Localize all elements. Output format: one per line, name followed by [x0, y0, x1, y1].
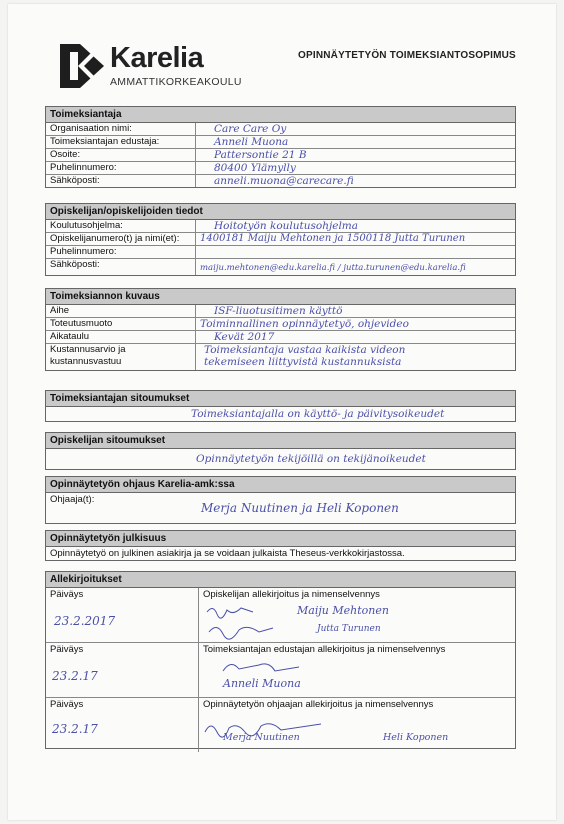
field-label: Kustannusarvio ja kustannusvastuu [46, 344, 196, 370]
signature-row [46, 588, 515, 643]
signature-row [46, 698, 515, 752]
karelia-k-icon [60, 44, 104, 88]
form-row [46, 233, 515, 246]
field-label: Aikataulu [46, 331, 196, 343]
signature-label: Toimeksiantajan edustajan allekirjoitus ja nimenselvennys [203, 644, 446, 655]
karelia-logo [60, 42, 260, 96]
form-row [46, 331, 515, 344]
field-label: Opiskelijanumero(t) ja nimi(et): [46, 233, 196, 245]
section-heading: Toimeksiannon kuvaus [46, 289, 515, 305]
field-value-line-1: Toimeksiantaja vastaa kaikista videon [204, 344, 406, 356]
section-kuvaus [45, 288, 516, 371]
signature-label: Opinnäytetyön ohjaajan allekirjoitus ja nimenselvennys [203, 699, 434, 710]
form-row [46, 162, 515, 175]
section-toimeksiantajan-sitoumukset [45, 390, 516, 422]
field-value[interactable]: Pattersontie 21 B [214, 149, 307, 161]
signature-scribble [219, 657, 309, 677]
section-opiskelija [45, 203, 516, 276]
logo-subtitle: AMMATTIKORKEAKOULU [110, 76, 242, 88]
section-ohjaus [45, 476, 516, 524]
field-value[interactable]: 80400 Ylämylly [214, 162, 296, 174]
field-label: Sähköposti: [46, 259, 196, 275]
logo-word: Karelia [110, 42, 204, 74]
field-value[interactable]: Toimeksiantajalla on käyttö- ja päivitysoikeudet [191, 408, 445, 420]
section-heading: Opiskelijan/opiskelijoiden tiedot [46, 204, 515, 220]
signer-name: Anneli Muona [223, 677, 301, 690]
field-value[interactable]: Opinnäytetyön tekijöillä on tekijänoikeudet [196, 453, 426, 465]
date-label: Päiväys [50, 589, 84, 600]
section-heading: Toimeksiantaja [46, 107, 515, 123]
field-label: Toimeksiantajan edustaja: [46, 136, 196, 148]
field-value[interactable]: 1400181 Maiju Mehtonen ja 1500118 Jutta Turunen [200, 233, 466, 244]
section-heading: Toimeksiantajan sitoumukset [46, 391, 515, 407]
field-label: Aihe [46, 305, 196, 317]
section-julkisuus [45, 530, 516, 561]
field-label: Sähköposti: [46, 175, 196, 187]
form-row [46, 246, 515, 259]
date-label: Päiväys [50, 699, 84, 710]
form-row [46, 220, 515, 233]
signature-scribble [203, 602, 293, 642]
form-row [46, 136, 515, 149]
julkisuus-text: Opinnäytetyö on julkinen asiakirja ja se voidaan julkaista Theseus-verkkokirjastossa. [50, 548, 405, 559]
section-opiskelijan-sitoumukset [45, 432, 516, 470]
form-row [46, 123, 515, 136]
signer-name: Heli Koponen [383, 732, 449, 743]
field-value-group[interactable] [196, 344, 515, 370]
section-heading: Opinnäytetyön julkisuus [46, 531, 515, 547]
form-row [46, 305, 515, 318]
field-label: Koulutusohjelma: [46, 220, 196, 232]
signer-name: Jutta Turunen [317, 624, 381, 634]
field-value[interactable]: ISF-liuotusitimen käyttö [214, 305, 343, 317]
field-value[interactable]: Hoitotyön koulutusohjelma [214, 220, 359, 232]
section-allekirjoitukset [45, 571, 516, 749]
date-value[interactable]: 23.2.17 [52, 722, 98, 736]
section-heading: Opiskelijan sitoumukset [46, 433, 515, 449]
form-row [46, 175, 515, 187]
form-row [46, 259, 515, 275]
document-title: OPINNÄYTETYÖN TOIMEKSIANTOSOPIMUS [298, 50, 516, 61]
form-row [46, 149, 515, 162]
field-value[interactable] [196, 246, 515, 258]
date-label: Päiväys [50, 644, 84, 655]
field-label: Puhelinnumero: [46, 246, 196, 258]
field-label: Osoite: [46, 149, 196, 161]
field-value[interactable]: Care Care Oy [214, 123, 287, 135]
section-toimeksiantaja [45, 106, 516, 188]
field-label: Ohjaaja(t): [50, 494, 95, 505]
field-value[interactable]: maiju.mehtonen@edu.karelia.fi / jutta.turunen@edu.karelia.fi [200, 263, 466, 273]
ohjaus-body [46, 493, 515, 523]
field-value[interactable]: anneli.muona@carecare.fi [214, 175, 354, 187]
field-label: Organisaation nimi: [46, 123, 196, 135]
date-value[interactable]: 23.2.2017 [54, 614, 116, 628]
signature-label: Opiskelijan allekirjoitus ja nimenselvennys [203, 589, 380, 600]
field-value-line-2: tekemiseen liittyvistä kustannuksista [204, 356, 402, 368]
field-label: Puhelinnumero: [46, 162, 196, 174]
field-value[interactable]: Merja Nuutinen ja Heli Koponen [201, 501, 399, 515]
field-value[interactable]: Anneli Muona [214, 136, 289, 148]
signature-scribble [201, 712, 351, 750]
form-row [46, 344, 515, 370]
form-row [46, 318, 515, 331]
signature-row [46, 643, 515, 698]
field-label: Toteutusmuoto [46, 318, 196, 330]
field-value[interactable]: Toiminnallinen opinnäytetyö, ohjevideo [200, 318, 409, 330]
signer-name: Maiju Mehtonen [297, 604, 389, 617]
signer-name: Merja Nuutinen [223, 732, 300, 743]
section-heading: Allekirjoitukset [46, 572, 515, 588]
section-heading: Opinnäytetyön ohjaus Karelia-amk:ssa [46, 477, 515, 493]
field-value[interactable]: Kevät 2017 [214, 331, 275, 343]
date-value[interactable]: 23.2.17 [52, 669, 98, 683]
